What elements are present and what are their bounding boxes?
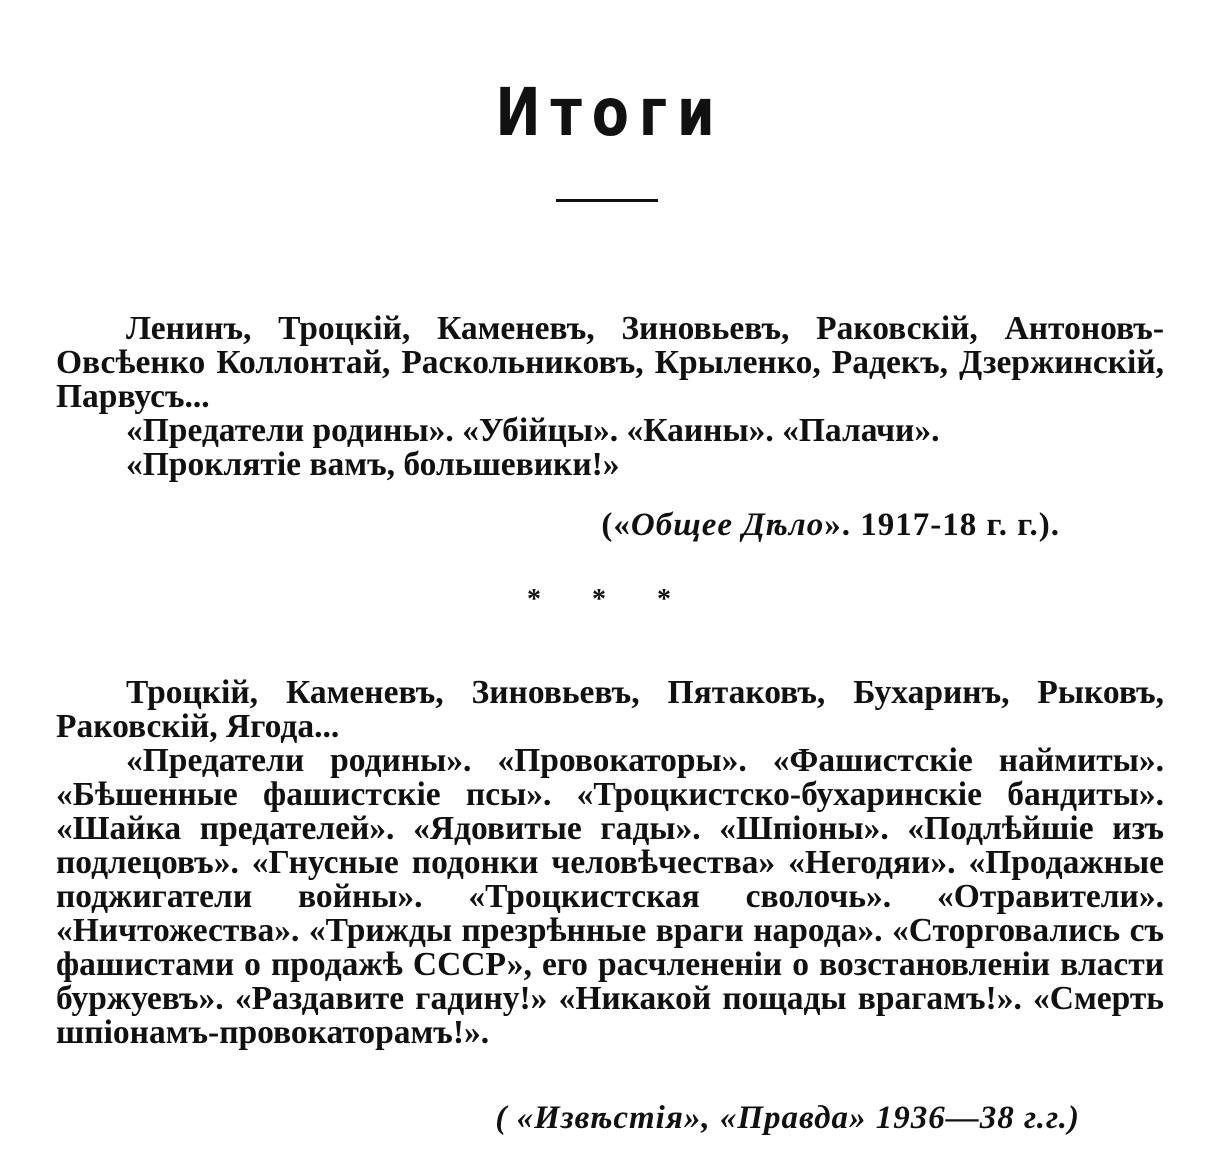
section-1-source-open: (« [601, 507, 631, 543]
section-1-source [601, 505, 1060, 545]
section-2-text [56, 676, 1164, 1050]
section-separator: * * * [527, 584, 693, 615]
section-1-curse: «Проклятіе вамъ, большевики!» [126, 446, 620, 483]
section-1-names: Ленинъ, Троцкій, Каменевъ, Зиновьевъ, Раковскій, Антоновъ-Овсѣенко Коллонтай, Раскольниковъ, Крыленко, Радекъ, Дзержинскій, Парвусъ... [56, 310, 1164, 415]
section-2-source: ( «Извѣстія», «Правда» 1936—38 г.г.) [495, 1100, 1080, 1136]
page-title: Итоги [495, 74, 725, 151]
section-1-source-paper: Общее Дѣло [630, 507, 825, 543]
section-1-text [56, 312, 1164, 482]
section-2-epithets: «Предатели родины». «Провокаторы». «Фашистскіе наймиты». «Бѣшенные фашистскіе псы». «Троцкистско-бухаринскіе бандиты». «Шайка предателей». «Ядовитые гады». «Шпіоны». «Подлѣйшіе изъ подлецовъ». «Гнусные подонки человѣчества» «Негодяи». «Продажные поджигатели войны». «Троцкистская сволочь». «Отравители». «Ничтожества». «Трижды презрѣнные враги народа». «Сторговались съ фашистами о продажѣ СССР», его расчлененіи о возстановленіи власти буржуевъ». «Раздавите гадину!» «Никакой пощады врагамъ!». «Смерть шпіонамъ-провокаторамъ!». [56, 742, 1164, 1051]
section-1-source-rest: ». 1917-18 г. г.). [824, 507, 1060, 543]
title-divider [556, 199, 658, 202]
section-2-names: Троцкій, Каменевъ, Зиновьевъ, Пятаковъ, Бухаринъ, Рыковъ, Раковскій, Ягода... [56, 674, 1164, 745]
section-1-epithets: «Предатели родины». «Убійцы». «Каины». «Палачи». [126, 412, 940, 449]
